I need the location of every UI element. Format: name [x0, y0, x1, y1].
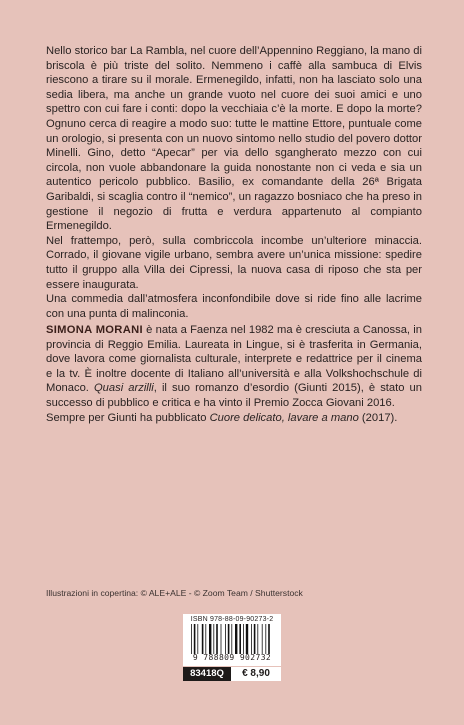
bio-text-4: (2017). [358, 411, 398, 424]
author-bio [46, 323, 422, 425]
cover-credits: Illustrazioni in copertina: © ALE+ALE - © Zoom Team / Shutterstock [46, 588, 303, 598]
bio-text-1: è nata a Faenza nel 1982 ma è cresciuta a Canossa, in provincia di Reggio Emilia. Laureata in Lingue, si è trasferita in Germania, dove lavora come giornalista culturale, interprete e redattrice per il cinema e la tv. È inoltre docente di Italiano all’università e alla Volkshochschule di Monaco. [46, 324, 422, 395]
product-code: 83418Q [183, 667, 231, 681]
ean-digits: 9 788809 902732 [192, 653, 272, 662]
barcode-bars [189, 624, 275, 654]
barcode [183, 614, 281, 666]
blurb-paragraph-2: Nel frattempo, però, sulla combriccola incombe un’ulteriore minaccia. Corrado, il giovane vigile urbano, sembra avere un’unica missione: spedire tutto il gruppo alla Villa dei Cipressi, la nuova casa di riposo che sta per essere inaugurata. [46, 234, 422, 291]
blurb-paragraph-3: Una commedia dall’atmosfera inconfondibile dove si ride fino alle lacrime con una punta di malinconia. [46, 293, 422, 320]
author-bio-paragraph [46, 323, 422, 411]
price-row [183, 667, 281, 681]
bio-text-3: Sempre per Giunti ha pubblicato [46, 411, 210, 424]
blurb [46, 44, 422, 321]
author-bio-paragraph-2 [46, 411, 422, 426]
isbn-number: ISBN 978-88-09-90273-2 [190, 616, 274, 623]
debut-title: Quasi arzilli [93, 382, 154, 395]
second-title: Cuore delicato, lavare a mano [209, 411, 359, 424]
bio-text-2: , il suo romanzo d’esordio (Giunti 2015), è stato un successo di pubblico e critica e ha vinto il Premio Zocca Giovani 2016. [46, 382, 422, 409]
blurb-paragraph-1: Nello storico bar La Rambla, nel cuore dell’Appennino Reggiano, la mano di briscola è più triste del solito. Nemmeno i caffè alla sambuca di Elvis riescono a tirare su il morale. Ermenegildo, infatti, non ha lasciato solo una sedia libera, ma anche un grande vuoto nel cuore dei suoi amici e uno spettro con cui fare i conti: dopo la vecchiaia c’è la morte. E dopo la morte? Ognuno cerca di reagire a modo suo: tutte le mattine Ettore, puntuale come un orologio, si presenta con un nuovo sintomo nello studio del povero dottor Minelli. Gino, detto “Apecar” per via dello sgangherato mezzo con cui circola, non vuole abbandonare la guida nonostante non ci veda e sia un autentico pericolo pubblico. Basilio, ex comandante della 26ª Brigata Garibaldi, si scaglia contro il “nemico”, un ragazzo bosniaco che ha preso in gestione il negozio di frutta e verdura appartenuto al compianto Ermenegildo. [46, 45, 422, 233]
author-name: SIMONA MORANI [46, 324, 143, 336]
price: € 8,90 [231, 667, 281, 681]
